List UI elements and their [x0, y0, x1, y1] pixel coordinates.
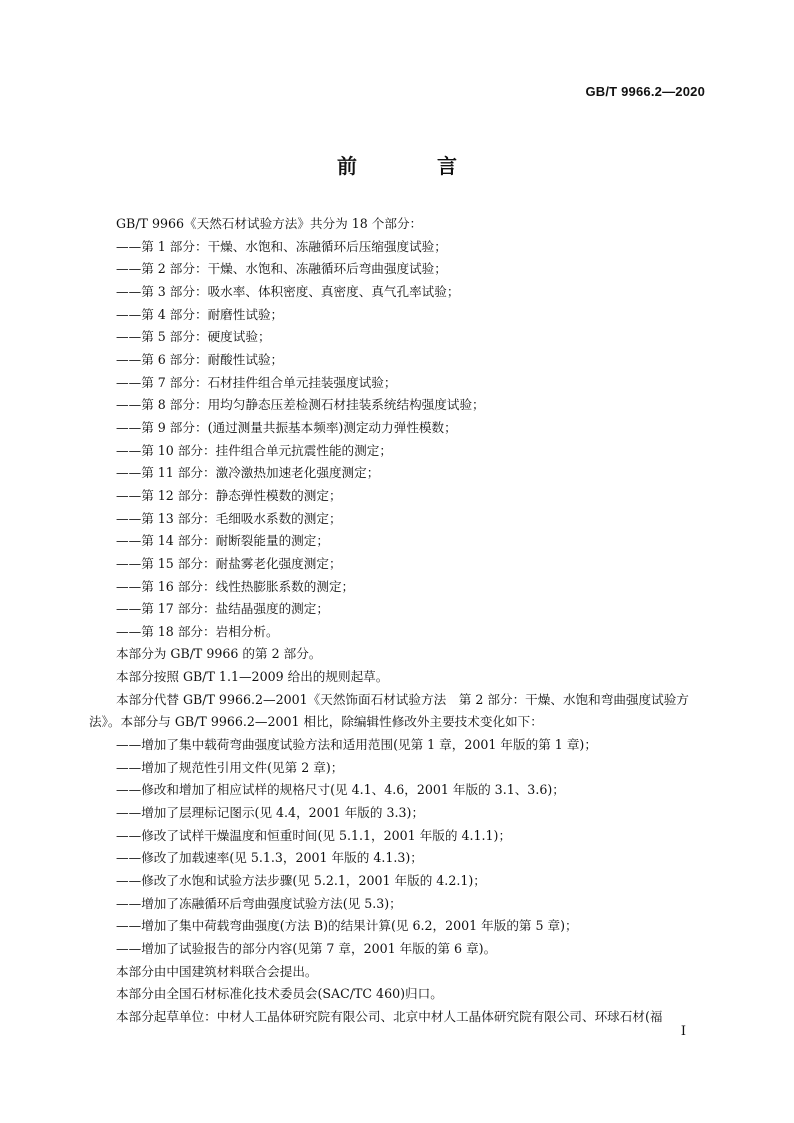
statement-rules: 本部分按照 GB/T 1.1—2009 给出的规则起草。 [116, 669, 389, 685]
change-item: ——增加了试验报告的部分内容(见第 7 章，2001 年版的第 6 章)。 [116, 941, 497, 956]
part-item: ——第 15 部分：耐盐雾老化强度测定； [116, 555, 342, 571]
part-item: ——第 3 部分：吸水率、体积密度、真密度、真气孔率试验； [116, 283, 460, 299]
change-item: ——修改了加载速率(见 5.1.3，2001 年版的 4.1.3)； [116, 850, 423, 866]
statement-proposed: 本部分由中国建筑材料联合会提出。 [116, 963, 318, 979]
statement-drafters: 本部分起草单位：中材人工晶体研究院有限公司、北京中材人工晶体研究院有限公司、环球石材(福 [116, 1008, 663, 1024]
part-item: ——第 5 部分：硬度试验； [116, 329, 271, 345]
change-item: ——增加了冻融循环后弯曲强度试验方法(见 5.3)； [116, 895, 402, 911]
part-item: ——第 1 部分：干燥、水饱和、冻融循环后压缩强度试验； [116, 238, 447, 254]
foreword-body [89, 213, 705, 1029]
change-item: ——增加了层理标记图示(见 4.4，2001 年版的 3.3)； [116, 805, 425, 821]
change-item: ——增加了集中荷载弯曲强度(方法 B)的结果计算(见 6.2，2001 年版的第 5 章)； [116, 918, 578, 934]
statement-part: 本部分为 GB/T 9966 的第 2 部分。 [116, 646, 322, 662]
page-number: I [680, 1024, 686, 1039]
statement-replace: 本部分代替 GB/T 9966.2—2001《天然饰面石材试验方法 第 2 部分：干燥、水饱和弯曲强度试验方法》。本部分与 GB/T 9966.2—2001 相比，除编辑性修改外主要技术变化如下： [89, 691, 689, 730]
change-item: ——增加了集中载荷弯曲强度试验方法和适用范围(见第 1 章，2001 年版的第 1 章)； [116, 737, 597, 753]
part-item: ——第 14 部分：耐断裂能量的测定； [116, 533, 329, 549]
change-item: ——修改了水饱和试验方法步骤(见 5.2.1，2001 年版的 4.2.1)； [116, 873, 486, 889]
part-item: ——第 9 部分：(通过测量共振基本频率)测定动力弹性模数； [116, 419, 457, 435]
part-item: ——第 17 部分：盐结晶强度的测定； [116, 601, 329, 617]
statement-centralized: 本部分由全国石材标准化技术委员会(SAC/TC 460)归口。 [116, 986, 443, 1002]
part-item: ——第 4 部分：耐磨性试验； [116, 306, 284, 322]
part-item: ——第 10 部分：挂件组合单元抗震性能的测定； [116, 442, 392, 458]
part-item: ——第 18 部分：岩相分析。 [116, 623, 279, 639]
change-item: ——增加了规范性引用文件(见第 2 章)； [116, 759, 344, 775]
part-item: ——第 2 部分：干燥、水饱和、冻融循环后弯曲强度试验； [116, 261, 447, 277]
intro-paragraph: GB/T 9966《天然石材试验方法》共分为 18 个部分： [116, 216, 423, 231]
part-item: ——第 12 部分：静态弹性模数的测定； [116, 487, 342, 503]
part-item: ——第 8 部分：用均匀静态压差检测石材挂装系统结构强度试验； [116, 397, 485, 413]
page-title: 前 言 [337, 154, 487, 178]
standard-code: GB/T 9966.2—2020 [585, 84, 705, 99]
part-item: ——第 16 部分：线性热膨胀系数的测定； [116, 578, 355, 594]
part-item: ——第 7 部分：石材挂件组合单元挂装强度试验； [116, 374, 397, 390]
change-item: ——修改了试样干燥温度和恒重时间(见 5.1.1，2001 年版的 4.1.1)； [116, 827, 512, 843]
part-item: ——第 13 部分：毛细吸水系数的测定； [116, 510, 342, 526]
change-item: ——修改和增加了相应试样的规格尺寸(见 4.1、4.6，2001 年版的 3.1、3.6)； [116, 782, 565, 798]
part-item: ——第 6 部分：耐酸性试验； [116, 351, 284, 367]
part-item: ——第 11 部分：激冷激热加速老化强度测定； [116, 465, 380, 481]
